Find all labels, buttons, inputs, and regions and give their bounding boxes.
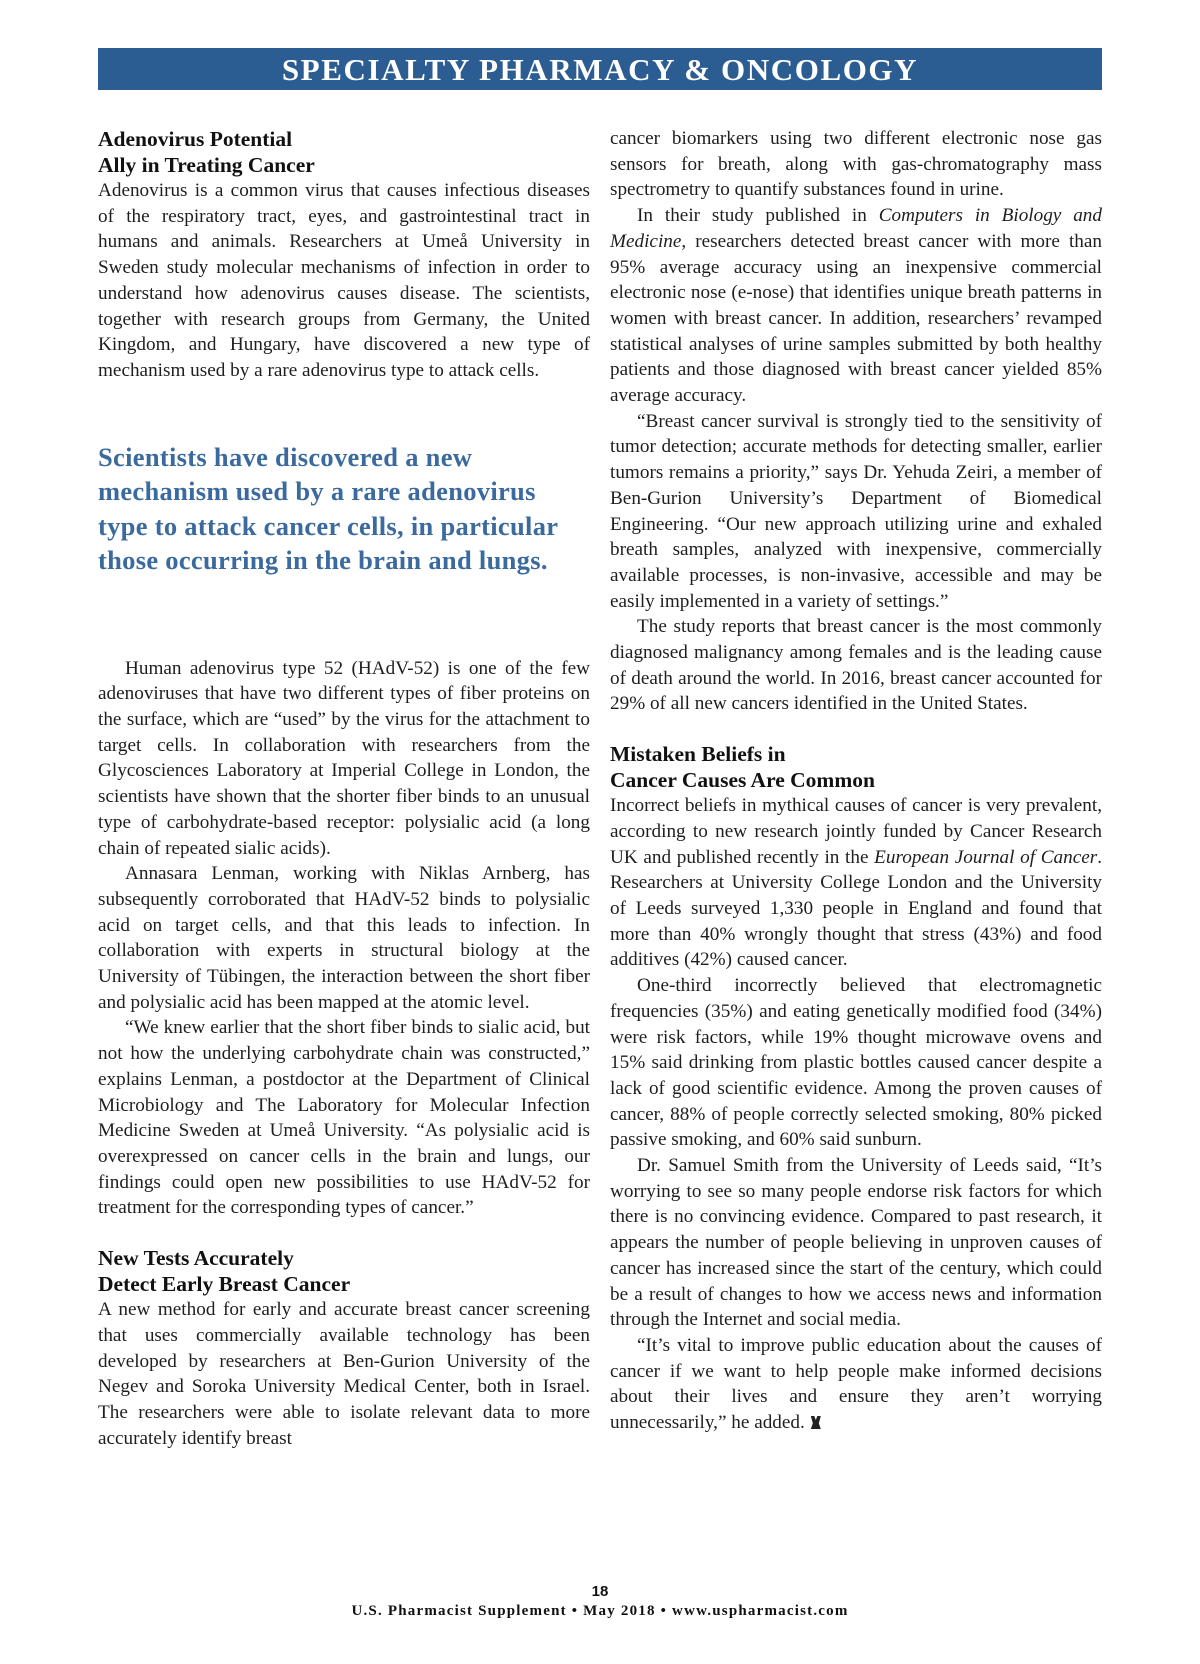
article-2-title-line-1: New Tests Accurately: [98, 1246, 294, 1271]
article-2-paragraph-4: The study reports that breast cancer is the most commonly diagnosed malignancy among females and is the leading cause of death around the world. In 2016, breast cancer accounted for 29% of all new cancers identified in the United States.: [610, 616, 1102, 715]
article-2-title: [98, 1245, 590, 1297]
article-2-paragraph-2-text-a: In their study published in: [637, 205, 879, 227]
article-2-paragraph-1-continued: cancer biomarkers using two different electronic nose gas sensors for breath, along with gas-chromatography mass spectrometry to quantify substances found in urine.: [610, 128, 1102, 201]
page-number: 18: [591, 1583, 609, 1600]
article-1-paragraph-3: Annasara Lenman, working with Niklas Arnberg, has subsequently corroborated that HAdV-52 binds to polysialic acid on target cells, and that this leads to infection. In collaboration with experts in structural biology at the University of Tübingen, the interaction between the short fiber and polysialic acid has been mapped at the atomic level.: [98, 863, 590, 1013]
article-3-paragraph-1-text-b: . Researchers at University College London and the University of Leeds surveyed 1,330 people in England and found that more than 40% wrongly thought that stress (43%) and food additives (42%) caused cancer.: [610, 846, 1102, 971]
spacer: [98, 384, 590, 440]
article-3-paragraph-1-text-a: Incorrect beliefs in mythical causes of cancer is very prevalent, according to new research jointly funded by Cancer Research UK and published recently in the: [610, 795, 1102, 868]
article-3-paragraph-1: [610, 793, 1102, 973]
article-3-paragraph-4-text: “It’s vital to improve public education about the causes of cancer if we want to help people make informed decisions about their lives and ensure they aren’t worrying unnecessarily,” he added.: [610, 1334, 1102, 1434]
article-2-paragraph-1: A new method for early and accurate breast cancer screening that uses commercially available technology has been developed by researchers at Ben-Gurion University of the Negev and Soroka University Medical Center, both in Israel. The researchers were able to isolate relevant data to more accurately identify breast: [98, 1299, 590, 1449]
article-1-title-line-1: Adenovirus Potential: [98, 127, 293, 151]
right-column: [610, 126, 1102, 1436]
article-1-paragraph-4: “We knew earlier that the short fiber binds to sialic acid, but not how the underlying carbohydrate chain was constructed,” explains Lenman, a postdoctor at the Department of Clinical Microbiology and The Laboratory for Molecular Infection Medicine Sweden at Umeå University. “As polysialic acid is overexpressed on cancer cells in the brain and lungs, our findings could open new possibilities to use HAdV-52 for treatment for the corresponding types of cancer.”: [98, 1017, 590, 1219]
section-banner-title: SPECIALTY PHARMACY & ONCOLOGY: [281, 51, 919, 87]
article-3-title: [610, 741, 1102, 793]
journal-title-computers-in-biology: Computers in Biology and Medicine: [610, 205, 1102, 252]
article-2-title-line-2: Detect Early Breast Cancer: [98, 1272, 351, 1297]
article-1-paragraph-1: Adenovirus is a common virus that causes infectious diseases of the respiratory tract, eyes, and gastrointestinal tract in humans and animals. Researchers at Umeå University in Sweden study molecular mechanisms of infection in order to understand how adenovirus causes disease. The scientists, together with research groups from Germany, the United Kingdom, and Hungary, have discovered a new type of mechanism used by a rare adenovirus type to attack cells.: [98, 180, 590, 381]
article-3-title-line-2: Cancer Causes Are Common: [610, 768, 875, 793]
pull-quote: Scientists have discovered a new mechanism used by a rare adenovirus type to attack cancer cells, in particular those occurring in the brain and lungs.: [98, 441, 558, 576]
article-3-title-line-1: Mistaken Beliefs in: [610, 742, 786, 767]
left-column: [98, 126, 590, 1451]
spacer: [98, 578, 590, 656]
article-2-paragraph-2-text-b: , researchers detected breast cancer with more than 95% average accuracy using an inexpensive commercial electronic nose (e-nose) that identifies unique breath patterns in women with breast cancer. In addition, researchers’ revamped statistical analyses of urine samples submitted by both healthy patients and those diagnosed with breast cancer yielded 85% average accuracy.: [610, 230, 1102, 407]
footer-publication-line: U.S. Pharmacist Supplement • May 2018 • www.uspharmacist.com: [351, 1603, 849, 1619]
journal-title-european-journal-of-cancer: European Journal of Cancer: [874, 846, 1098, 868]
article-1-paragraph-2: Human adenovirus type 52 (HAdV-52) is one of the few adenoviruses that have two different types of fiber proteins on the surface, which are “used” by the virus for the attachment to target cells. In collaboration with researchers from the Glycosciences Laboratory at Imperial College in London, the scientists have shown that the shorter fiber binds to an unusual type of carbohydrate-based receptor: polysialic acid (a long chain of repeated sialic acids).: [98, 657, 590, 859]
spacer: [610, 717, 1102, 741]
article-1-title-line-2: Ally in Treating Cancer: [98, 153, 315, 177]
section-banner: [98, 48, 1102, 90]
article-2-paragraph-3: “Breast cancer survival is strongly tied to the sensitivity of tumor detection; accurate methods for detecting smaller, earlier tumors remains a priority,” says Dr. Yehuda Zeiri, a member of Ben-Gurion University’s Department of Biomedical Engineering. “Our new approach utilizing urine and exhaled breath samples, analyzed with inexpensive, commercially available processes, is non-invasive, accessible and may be easily implemented in a variety of settings.”: [610, 410, 1102, 612]
article-3-paragraph-2: One-third incorrectly believed that electromagnetic frequencies (35%) and eating genetically modified food (34%) were risk factors, while 19% thought microwave ovens and 15% said drinking from plastic bottles caused cancer despite a lack of good scientific evidence. Among the proven causes of cancer, 88% of people correctly selected smoking, 80% picked passive smoking, and 60% said sunburn.: [610, 975, 1102, 1151]
end-of-article-icon: [811, 1416, 821, 1429]
article-2-paragraph-2: [610, 203, 1102, 409]
article-3-paragraph-3: Dr. Samuel Smith from the University of Leeds said, “It’s worrying to see so many people endorse risk factors for which there is no convincing evidence. Compared to past research, it appears the number of people believing in unproven causes of cancer has increased since the start of the century, which could be a result of changes to how we access news and information through the Internet and social media.: [610, 1155, 1102, 1331]
article-3-paragraph-4: [610, 1333, 1102, 1436]
article-1-title: [98, 126, 590, 178]
spacer: [98, 1221, 590, 1245]
